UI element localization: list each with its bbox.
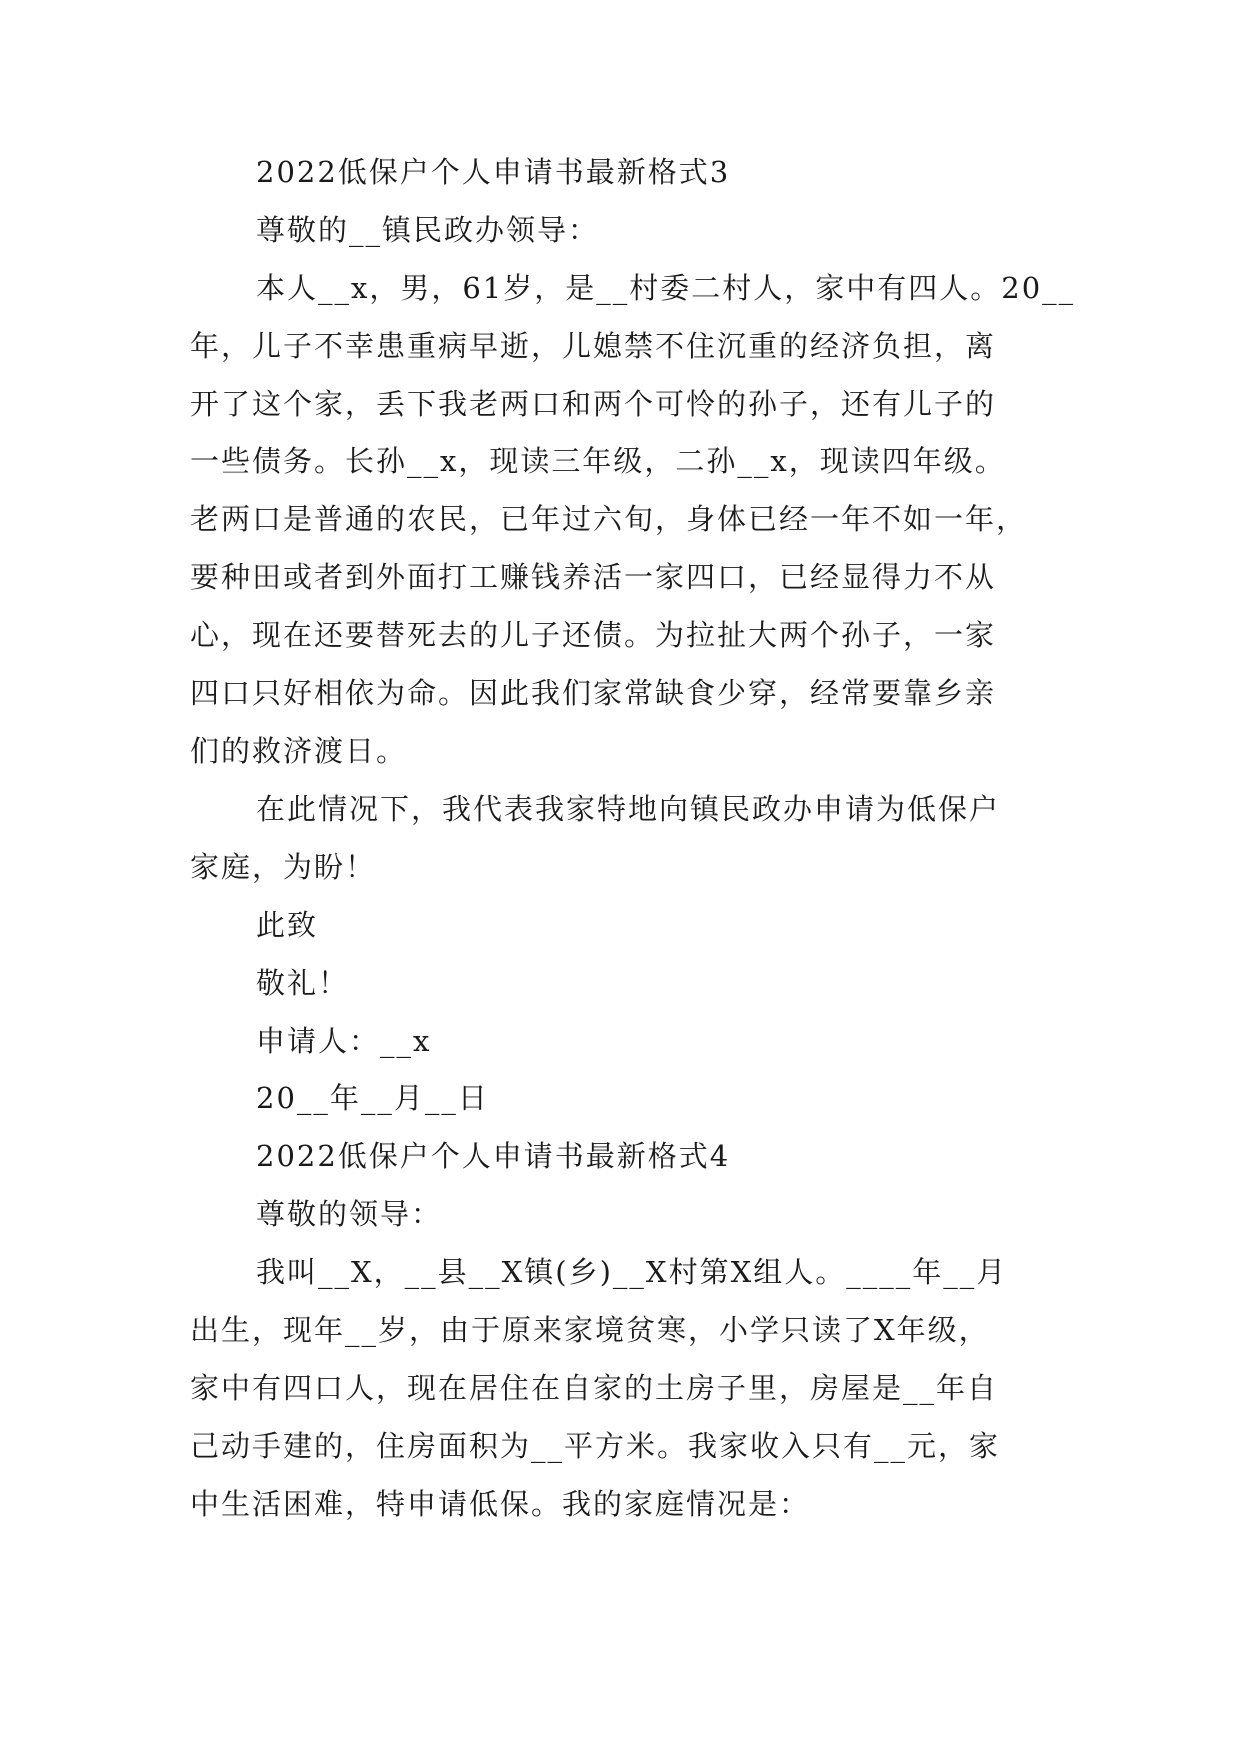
body-line: 心，现在还要替死去的儿子还债。为拉扯大两个孙子，一家 [190, 618, 997, 652]
body-line: 我叫__X，__县__X镇(乡)__X村第X组人。____年__月 [256, 1255, 1008, 1289]
body-line: 家中有四口人，现在居住在自家的土房子里，房屋是__年自 [190, 1371, 999, 1405]
body-line: 一些债务。长孙__x，现读三年级，二孙__x，现读四年级。 [190, 444, 1006, 478]
section-title-4: 2022低保户个人申请书最新格式4 [256, 1139, 731, 1173]
body-line: 们的救济渡日。 [190, 734, 408, 768]
body-line: 己动手建的，住房面积为__平方米。我家收入只有__元，家 [190, 1429, 1001, 1463]
applicant-line: 申请人：__x [256, 1024, 432, 1058]
body-line: 本人__x，男，61岁，是__村委二村人，家中有四人。20__ [256, 271, 1076, 305]
closing-line: 此致 [256, 908, 319, 942]
body-line: 四口只好相依为命。因此我们家常缺食少穿，经常要靠乡亲 [190, 676, 997, 710]
body-line: 出生，现年__岁，由于原来家境贫寒，小学只读了X年级， [190, 1313, 990, 1347]
section-title-3: 2022低保户个人申请书最新格式3 [256, 155, 731, 189]
body-line: 中生活困难，特申请低保。我的家庭情况是： [190, 1487, 811, 1521]
salutation-2: 尊敬的领导： [256, 1197, 443, 1231]
body-line: 家庭，为盼！ [190, 850, 377, 884]
salutation-1: 尊敬的__镇民政办领导： [256, 213, 600, 247]
body-line: 在此情况下，我代表我家特地向镇民政办申请为低保户 [256, 792, 1001, 826]
body-line: 开了这个家，丢下我老两口和两个可怜的孙子，还有儿子的 [190, 387, 997, 421]
body-line: 要种田或者到外面打工赚钱养活一家四口，已经显得力不从 [190, 560, 997, 594]
closing-line: 敬礼！ [256, 966, 350, 1000]
date-line: 20__年__月__日 [256, 1081, 489, 1115]
body-line: 老两口是普通的农民，已年过六旬，身体已经一年不如一年， [190, 502, 1028, 536]
body-line: 年，儿子不幸患重病早逝，儿媳禁不住沉重的经济负担，离 [190, 329, 997, 363]
